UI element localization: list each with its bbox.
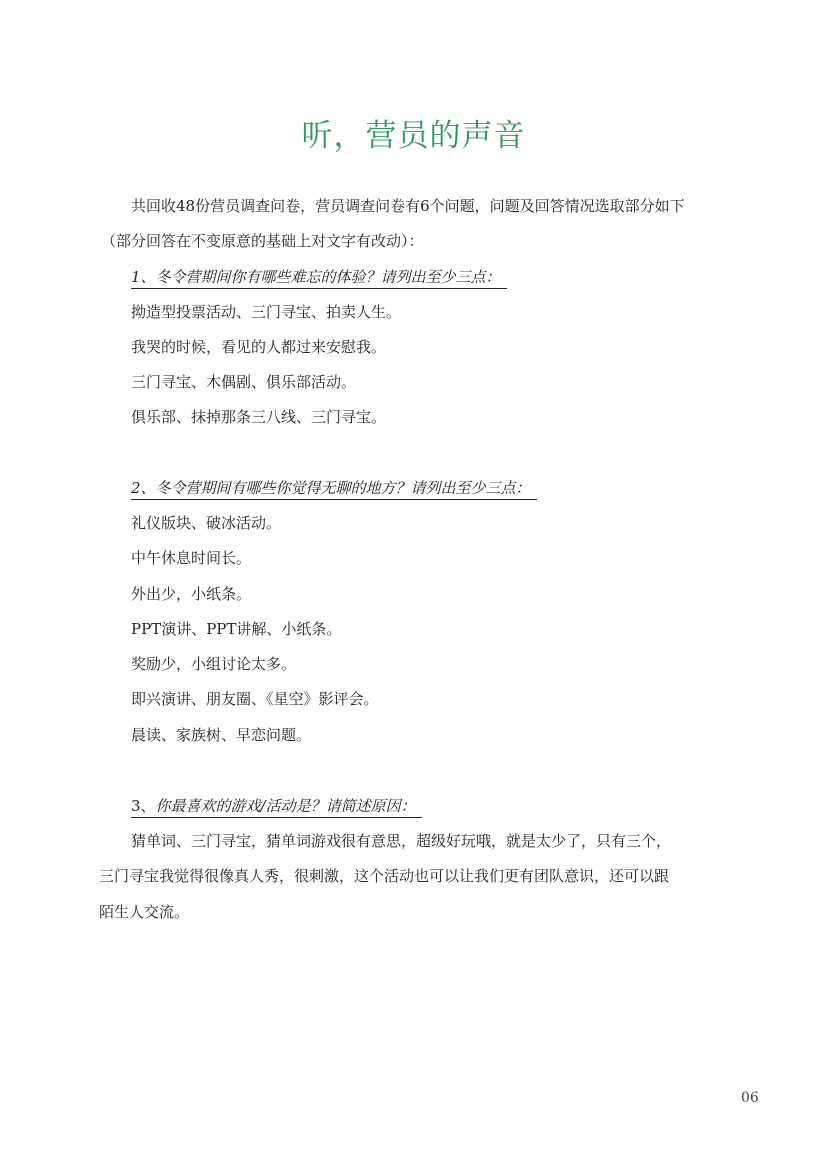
answer-item: 礼仪版块、破冰活动。 <box>131 514 282 532</box>
answer-item: 晨读、家族树、早恋问题。 <box>131 726 312 744</box>
answer-item: 俱乐部、抹掉那条三八线、三门寻宝。 <box>131 408 387 426</box>
question-3 <box>131 796 422 818</box>
paragraph-line: 猜单词、三门寻宝，猜单词游戏很有意思，超级好玩哦，就是太少了，只有三个， <box>131 832 672 850</box>
question-3-text: 你最喜欢的游戏/活动是？请简述原因： <box>155 797 416 815</box>
page-number: 06 <box>741 1090 759 1106</box>
answer-item: 外出少，小纸条。 <box>131 585 252 603</box>
answer-item: 拗造型投票活动、三门寻宝、拍卖人生。 <box>131 303 402 321</box>
answer-item: 三门寻宝、木偶剧、俱乐部活动。 <box>131 373 357 391</box>
question-1: 1、冬令营期间你有哪些难忘的体验？请列出至少三点： <box>131 267 507 289</box>
page-title: 听，营员的声音 <box>301 118 526 154</box>
paragraph-line: 陌生人交流。 <box>99 903 190 921</box>
question-2: 2、冬令营期间有哪些你觉得无聊的地方？请列出至少三点： <box>131 478 537 500</box>
answer-item: 即兴演讲、朋友圈、《星空》影评会。 <box>131 690 379 708</box>
answer-item: 我哭的时候，看见的人都过来安慰我。 <box>131 338 387 356</box>
answer-item: PPT演讲、PPT讲解、小纸条。 <box>131 620 342 638</box>
paragraph-line: 三门寻宝我觉得很像真人秀，很刺激，这个活动也可以让我们更有团队意识，还可以跟 <box>99 867 670 885</box>
question-3-number: 3、 <box>131 797 156 815</box>
answer-item: 奖励少，小组讨论太多。 <box>131 655 297 673</box>
intro-line-2: （部分回答在不变原意的基础上对文字有改动）： <box>101 232 424 250</box>
answer-item: 中午休息时间长。 <box>131 549 252 567</box>
intro-line-1: 共回收48份营员调查问卷，营员调查问卷有6个问题，问题及回答情况选取部分如下 <box>131 197 685 215</box>
